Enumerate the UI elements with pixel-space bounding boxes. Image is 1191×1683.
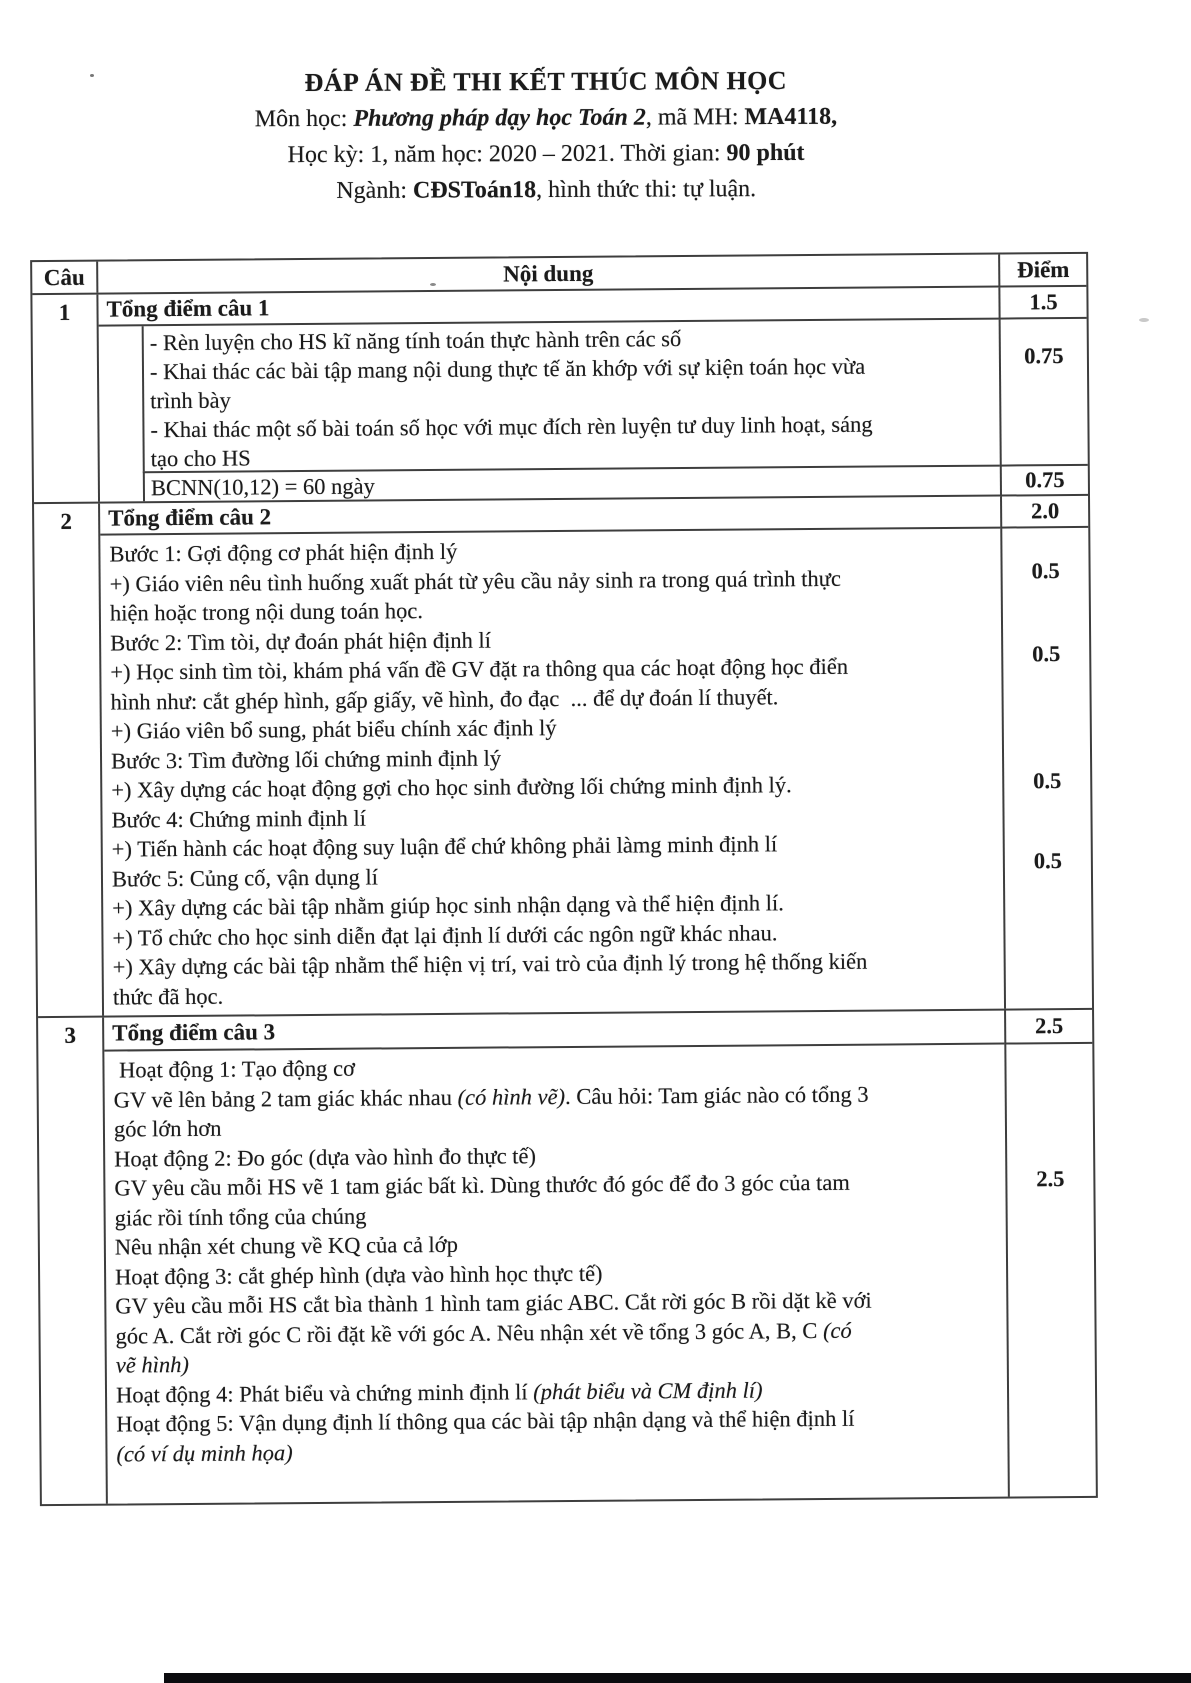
text-line: Bước 1: Gợi động cơ phát hiện định lý	[109, 538, 458, 567]
exam-format: , hình thức thi: tự luận.	[536, 176, 757, 204]
text-line: +) Giáo viên bổ sung, phát biểu chính xác định lý	[110, 715, 557, 744]
text-line: +) Giáo viên nêu tình huống xuất phát từ yêu cầu nảy sinh ra trong quá trình thực	[109, 565, 842, 597]
question-2-band	[34, 496, 1092, 1018]
question-2-main	[100, 496, 1092, 1016]
text-line: Hoạt động 3: cắt ghép hình (dựa vào hình học thực tế)	[115, 1260, 603, 1290]
question-3-main	[104, 1010, 1096, 1504]
scan-speck	[90, 74, 94, 77]
text-line: - Rèn luyện cho HS kĩ năng tính toán thực hành trên các số	[149, 326, 682, 356]
question-1-answer-score-cell: 0.75	[1000, 464, 1088, 495]
score-value: 0.5	[1031, 558, 1060, 584]
text-line: góc lớn hơn	[113, 1115, 222, 1142]
text-line: Hoạt động 1: Tạo động cơ	[113, 1055, 356, 1083]
question-1-answer-row	[100, 464, 1088, 502]
semester-line	[28, 134, 1064, 175]
question-2-title: Tổng điểm câu 2	[100, 497, 1000, 536]
duration: 90 phút	[726, 139, 805, 167]
text-line: Bước 4: Chứng minh định lí	[111, 805, 367, 833]
question-1-number: 1	[32, 295, 100, 503]
text-line: +) Tiến hành các hoạt động suy luận để chứ không phải làmg minh định lí	[111, 831, 778, 862]
question-2-body	[100, 528, 1092, 1016]
question-2-content	[100, 529, 1004, 1016]
column-header-cau: Câu	[32, 262, 98, 294]
text-line: vẽ hình)	[115, 1351, 189, 1378]
document-title: ĐÁP ÁN ĐỀ THI KẾT THÚC MÔN HỌC	[304, 65, 787, 98]
column-header-diem: Điểm	[998, 254, 1086, 286]
score-value: 2.5	[1036, 1166, 1065, 1192]
score-value: 0.5	[1033, 848, 1063, 874]
text-line: Bước 2: Tìm tòi, dự đoán phát hiện định lí	[110, 627, 492, 656]
text-line: Bước 3: Tìm đường lối chứng minh định lý	[110, 744, 502, 774]
score-value: 0.5	[1032, 641, 1061, 667]
question-1-criteria-row	[99, 319, 1088, 472]
document-header	[28, 62, 1065, 211]
text-line: +) Xây dựng các bài tập nhằm giúp học sinh nhận dạng và thể hiện định lí.	[112, 890, 784, 921]
text-line: Nêu nhận xét chung về KQ của cả lớp	[114, 1231, 458, 1260]
question-3-body	[104, 1044, 1096, 1504]
text-line: góc A. Cắt rời góc C rồi đặt kề với góc A. Nêu nhận xét về tổng 3 góc A, B, C (có	[115, 1317, 852, 1349]
score-value: 0.5	[1033, 768, 1062, 794]
question-3-total-score: 2.5	[1004, 1010, 1092, 1045]
text-line: hình như: cắt ghép hình, gấp giấy, vẽ hình, đo đạc ... để dự đoán lí thuyết.	[110, 683, 779, 715]
text-line: Bước 5: Củng cố, vận dụng lí	[111, 863, 379, 892]
text-line: GV yêu cầu mỗi HS cắt bìa thành 1 hình tam giác ABC. Cắt rời góc B rồi dặt kề với	[115, 1287, 872, 1319]
answer-text: BCNN(10,12) = 60 ngày	[150, 473, 375, 501]
indent-spacer	[100, 471, 143, 501]
text-line: Hoạt động 4: Phát biểu và chứng minh định lí (phát biểu và CM định lí)	[115, 1376, 763, 1408]
course-code: MA4118,	[744, 103, 838, 131]
answer-table	[30, 252, 1098, 1506]
score-value: 0.75	[1024, 343, 1064, 369]
text-line: thức đã học.	[112, 983, 224, 1010]
question-2-score-column	[1000, 528, 1092, 1009]
text-line: +) Xây dựng các hoạt động gợi cho học sinh đường lối chứng minh định lý.	[111, 772, 792, 803]
text-line: (có ví dụ minh họa)	[116, 1439, 293, 1467]
text-line: - Khai thác các bài tập mang nội dung thực tế ăn khớp với sự kiện toán học vừa	[149, 353, 866, 385]
question-1-criteria-score-cell	[999, 319, 1088, 465]
text-line: +) Tổ chức cho học sinh diễn đạt lại định lí dưới các ngôn ngữ khác nhau.	[112, 919, 778, 951]
subject-name: Phương pháp dạy học Toán 2	[353, 104, 646, 132]
question-1-title: Tổng điểm câu 1	[98, 288, 998, 327]
question-1-answer-cell	[143, 465, 1000, 502]
question-3-number: 3	[38, 1018, 108, 1505]
text-line: Hoạt động 2: Đo góc (dựa vào hình đo thực tế)	[114, 1142, 537, 1172]
subject-line	[28, 98, 1064, 139]
major-line	[28, 170, 1064, 211]
question-2-total-score: 2.0	[1000, 496, 1088, 529]
question-3-band	[38, 1010, 1096, 1504]
scan-speck	[1139, 318, 1149, 322]
subject-mid: , mã MH:	[645, 104, 745, 131]
text-line: trình bày	[150, 387, 231, 414]
semester-text: Học kỳ: 1, năm học: 2020 – 2021. Thời gian:	[287, 140, 727, 169]
question-3-title: Tổng điểm câu 3	[104, 1011, 1004, 1052]
text-line: GV vẽ lên bảng 2 tam giác khác nhau (có hình vẽ). Câu hỏi: Tam giác nào có tổng 3	[113, 1081, 869, 1113]
subject-prefix: Môn học:	[254, 105, 354, 133]
question-3-score-column	[1004, 1044, 1096, 1497]
text-line: +) Xây dựng các bài tập nhằm thể hiện vị trí, vai trò của định lý trong hệ thống kiến	[112, 948, 868, 980]
text-line: +) Học sinh tìm tòi, khám phá vấn đề GV đặt ra thông qua các hoạt động học điển	[110, 653, 849, 685]
indent-spacer	[99, 326, 143, 471]
scan-speck	[430, 283, 436, 286]
major-name: CĐSToán18	[412, 177, 537, 204]
question-2-number: 2	[34, 504, 104, 1017]
text-line: Hoạt động 5: Vận dụng định lí thông qua các bài tập nhận dạng và thể hiện định lí	[116, 1405, 855, 1437]
question-1-main	[98, 287, 1088, 502]
text-line: giác rồi tính tổng của chúng	[114, 1203, 367, 1231]
scan-artifact-bar	[164, 1673, 1191, 1683]
major-prefix: Ngành:	[336, 177, 414, 204]
question-1-total-score: 1.5	[998, 287, 1086, 320]
question-3-content	[104, 1045, 1008, 1504]
question-1-criteria-cell	[142, 320, 1000, 472]
text-line: - Khai thác một số bài toán số học với mục đích rèn luyện tư duy linh hoạt, sáng	[150, 411, 873, 443]
column-header-noi-dung: Nội dung	[503, 260, 594, 286]
text-line: GV yêu cầu mỗi HS vẽ 1 tam giác bất kì. Dùng thước đó góc để đo 3 góc của tam	[114, 1169, 850, 1201]
text-line: tạo cho HS	[150, 445, 251, 472]
text-line: hiện hoặc trong nội dung toán học.	[109, 598, 424, 626]
question-1-band	[32, 287, 1088, 504]
